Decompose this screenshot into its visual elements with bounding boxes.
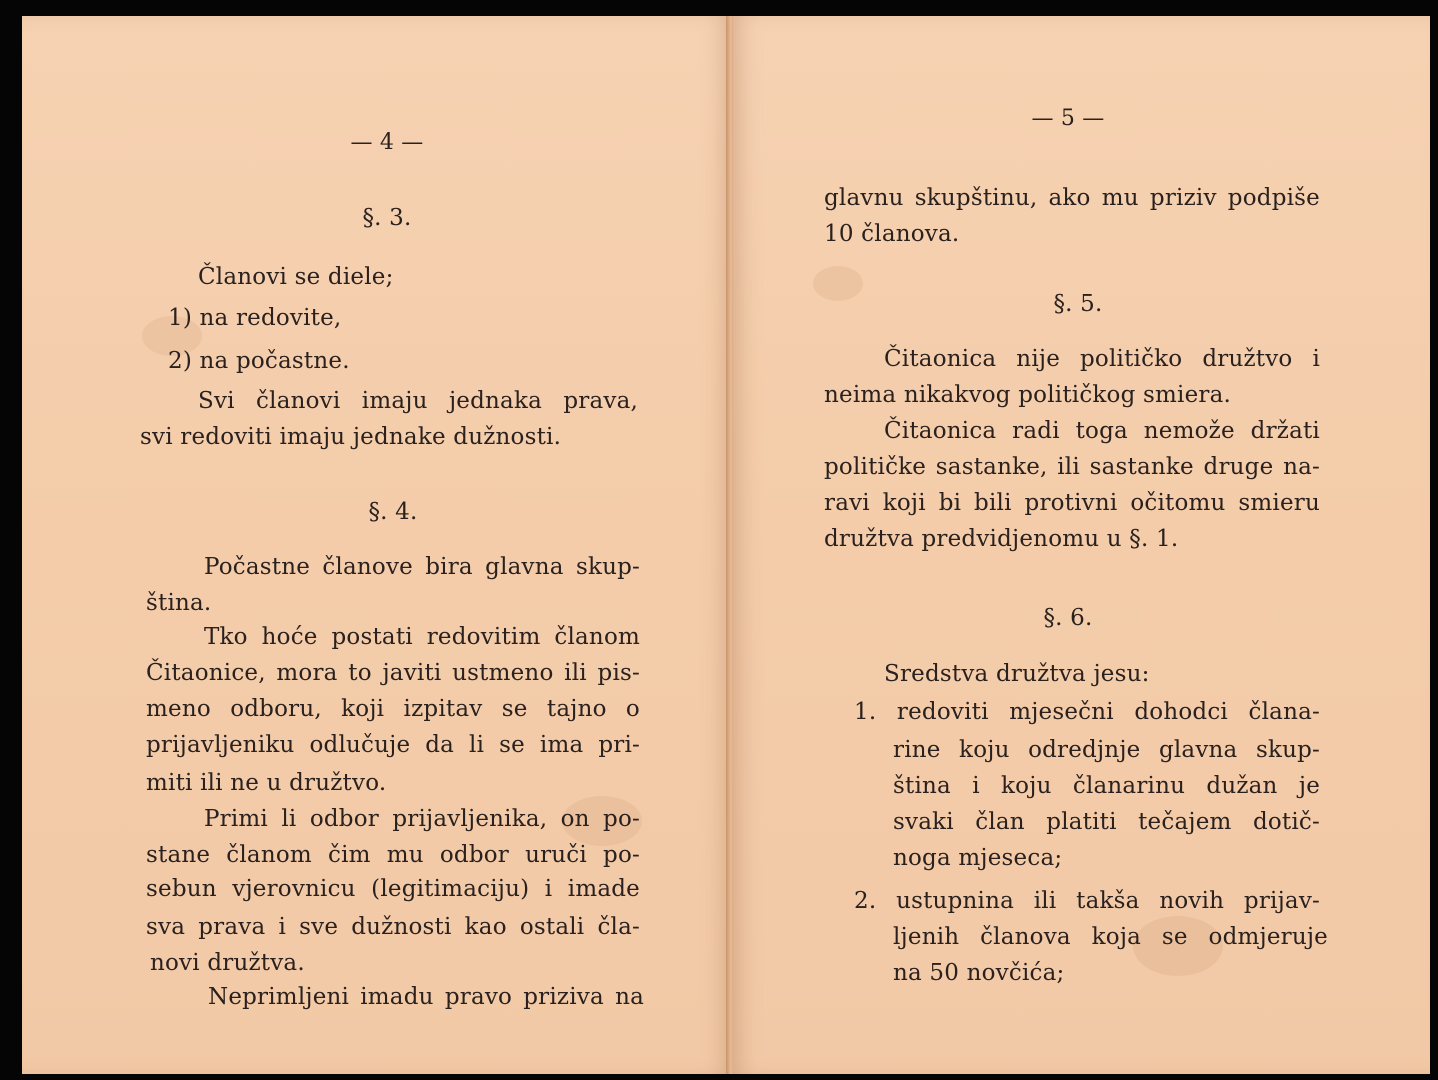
text-line: političke sastanke, ili sastanke druge na- (824, 454, 1320, 480)
text-line: Sredstva družtva jesu: (884, 661, 1150, 687)
text-line: ljenih članova koja se odmjeruje (893, 924, 1328, 950)
left-page (22, 16, 730, 1074)
section-heading-5: §. 5. (1053, 291, 1103, 317)
text-line: Počastne članove bira glavna skup- (204, 554, 640, 580)
page-number-right: — 5 — (1031, 106, 1105, 131)
text-line: prijavljeniku odlučuje da li se ima pri- (146, 732, 640, 758)
text-line: Svi članovi imaju jednaka prava, (198, 388, 638, 414)
text-line: sebun vjerovnicu (legitimaciju) i imade (146, 876, 640, 902)
text-line: družtva predvidjenomu u §. 1. (824, 526, 1179, 552)
text-line: svi redoviti imaju jednake dužnosti. (140, 424, 562, 450)
right-page (733, 16, 1430, 1074)
text-line: meno odboru, koji izpitav se tajno o (146, 696, 640, 722)
section-heading-3: §. 3. (362, 205, 412, 231)
text-line: Neprimljeni imadu pravo priziva na (208, 984, 644, 1010)
text-line: Čitaonice, mora to javiti ustmeno ili pis- (146, 660, 640, 686)
text-line: ština. (146, 590, 212, 616)
text-line: noga mjeseca; (893, 845, 1063, 871)
text-line: Članovi se diele; (198, 264, 394, 290)
text-line: svaki član platiti tečajem dotič- (893, 809, 1320, 835)
text-line: Primi li odbor prijavljenika, on po- (204, 806, 640, 832)
text-line: sva prava i sve dužnosti kao ostali čla- (146, 914, 640, 940)
text-line: Čitaonica radi toga nemože držati (884, 418, 1320, 444)
text-line: Tko hoće postati redovitim članom (204, 624, 640, 650)
text-line: Čitaonica nije političko družtvo i (884, 346, 1320, 372)
list-item: 1. redoviti mjesečni dohodci člana- (854, 699, 1320, 725)
text-line: ština i koju članarinu dužan je (893, 773, 1320, 799)
page-number-left: — 4 — (350, 130, 424, 155)
text-line: stane članom čim mu odbor uruči po- (146, 842, 640, 868)
section-heading-4: §. 4. (368, 499, 418, 525)
text-line: ravi koji bi bili protivni očitomu smieru (824, 490, 1320, 516)
text-line: miti ili ne u družtvo. (146, 770, 387, 796)
list-item: 2. ustupnina ili takša novih prijav- (854, 888, 1320, 914)
text-line: 10 članova. (824, 221, 960, 247)
text-line: 1) na redovite, (168, 305, 342, 331)
text-line: novi družtva. (150, 950, 305, 976)
text-line: neima nikakvog političkog smiera. (824, 382, 1232, 408)
text-line: 2) na počastne. (168, 348, 350, 374)
text-line: na 50 novčića; (893, 960, 1065, 986)
text-line: rine koju odredjnje glavna skup- (893, 737, 1320, 763)
section-heading-6: §. 6. (1043, 605, 1093, 631)
text-line: glavnu skupštinu, ako mu priziv podpiše (824, 185, 1320, 211)
